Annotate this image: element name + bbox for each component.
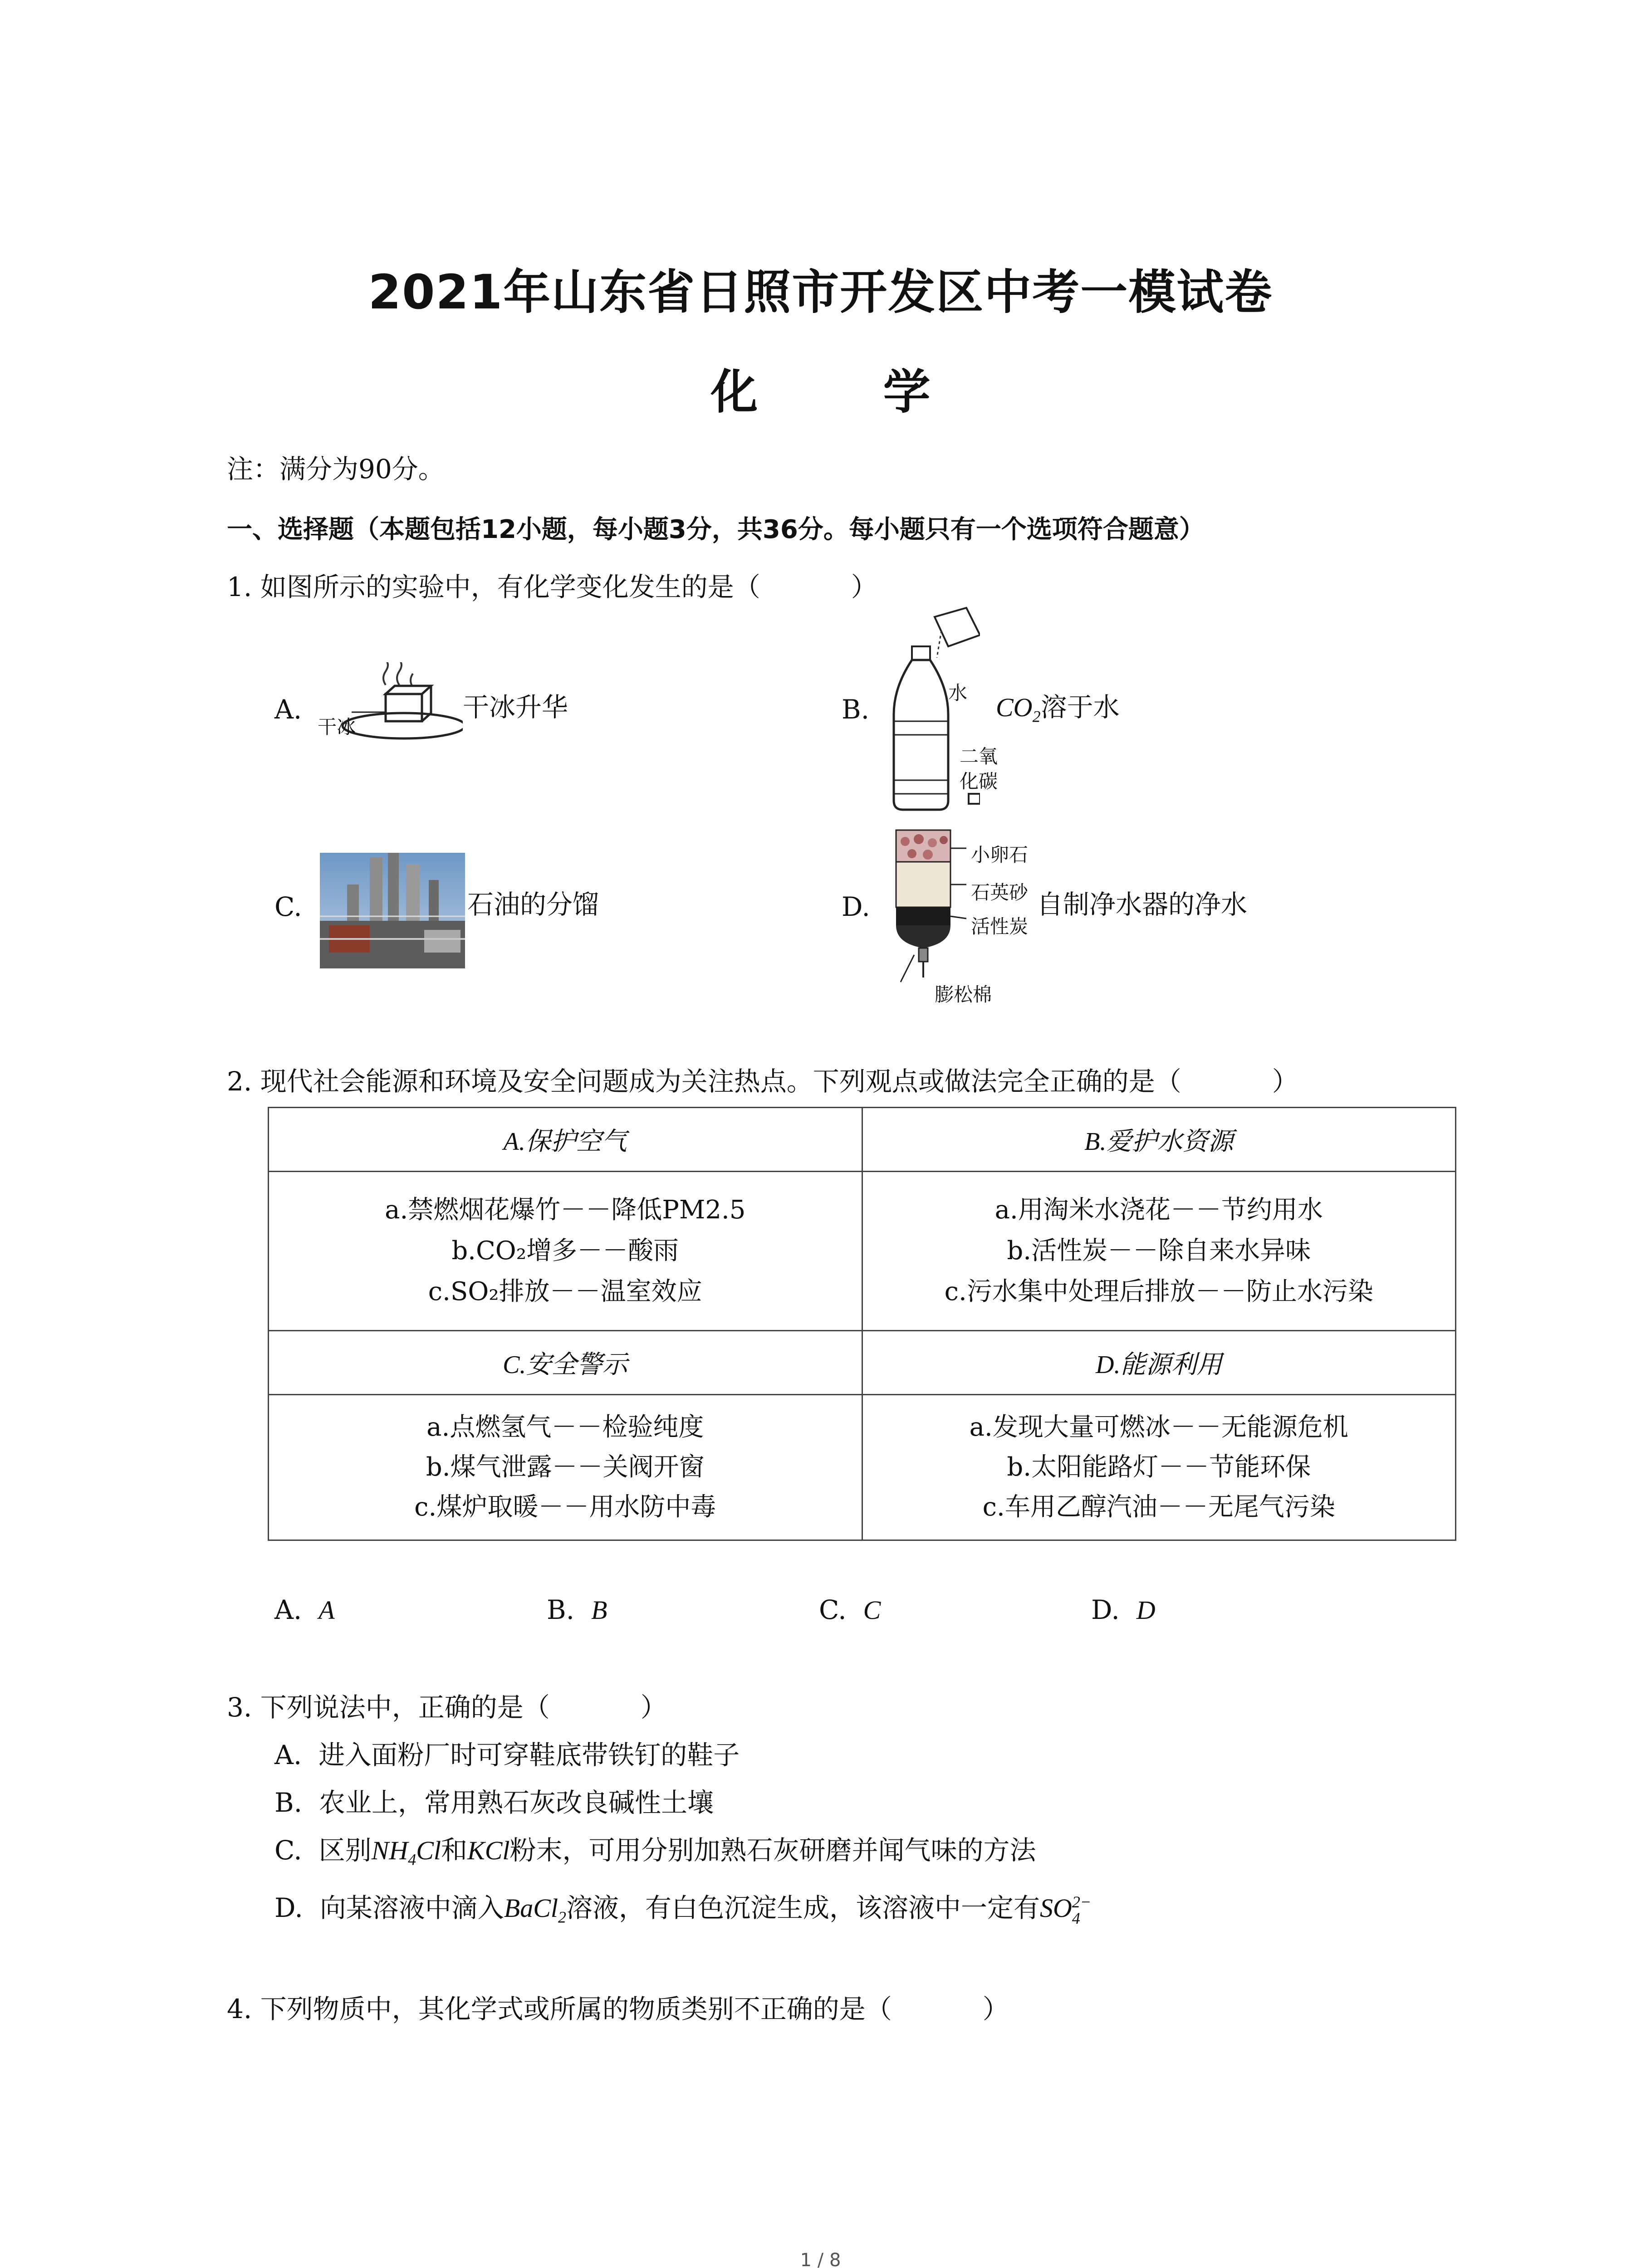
question-4-text: 4. 下列物质中，其化学式或所属的物质类别不正确的是（ — [227, 1994, 892, 2024]
quartz-sand-label: 石英砂 — [971, 881, 1029, 904]
section-heading: 一、选择题（本题包括12小题，每小题3分，共36分。每小题只有一个选项符合题意） — [227, 515, 1205, 544]
co2-subscript: 2 — [1032, 707, 1041, 726]
pebble-label: 小卵石 — [971, 844, 1029, 866]
q2-option-b-letter: B. — [547, 1594, 575, 1625]
q3-option-c — [274, 1837, 1036, 1868]
table-head-b-text: B.爱护水资源 — [1084, 1128, 1234, 1156]
table-head-c — [269, 1331, 862, 1395]
sulfate-charge: 2− — [1072, 1893, 1092, 1911]
table-cell-a — [269, 1172, 862, 1331]
q3-option-d — [274, 1894, 1091, 1926]
question-2-close: ） — [1272, 1066, 1298, 1097]
q2-option-c — [819, 1594, 881, 1625]
q3-option-c-pre: 区别 — [318, 1835, 372, 1866]
q3-option-a — [274, 1742, 740, 1768]
q1-option-c-letter: C. — [274, 891, 302, 922]
table-head-a-text: A.保护空气 — [503, 1128, 627, 1156]
q2-option-c-value: C — [863, 1595, 881, 1625]
kcl-formula: KCl — [467, 1836, 510, 1865]
table-head-c-text: C.安全警示 — [503, 1351, 628, 1379]
table-d-line: b.太阳能路灯－－节能环保 — [1007, 1452, 1311, 1482]
q2-option-d-letter: D. — [1091, 1594, 1120, 1625]
subject-title: 化 学 — [710, 364, 985, 420]
question-1-stem — [227, 574, 877, 600]
dry-ice-label: 干冰 — [318, 716, 356, 738]
cotton-label: 膨松棉 — [935, 983, 992, 1006]
question-3-text: 3. 下列说法中，正确的是（ — [227, 1692, 550, 1723]
oil-refinery-photo — [320, 853, 465, 968]
bacl2-subscript: 2 — [558, 1908, 566, 1926]
q2-option-c-letter: C. — [819, 1594, 847, 1625]
q2-option-b-value: B — [591, 1595, 607, 1625]
nh4cl-formula-part2: Cl — [416, 1836, 441, 1865]
co2-caption-rest: 溶于水 — [1040, 692, 1120, 723]
table-head-d-text: D.能源利用 — [1096, 1351, 1222, 1379]
q1-option-b-letter: B. — [842, 694, 870, 725]
table-c-line: b.煤气泄露－－关阀开窗 — [426, 1452, 705, 1482]
nh4cl-formula-part1: NH — [371, 1836, 408, 1865]
q1-option-d-letter: D. — [842, 891, 870, 922]
activated-carbon-label: 活性炭 — [971, 915, 1029, 938]
q1-option-d-caption: 自制净水器的净水 — [1037, 889, 1248, 920]
question-4-stem — [227, 1996, 1009, 2022]
table-head-a — [269, 1108, 862, 1172]
q2-option-a-letter: A. — [274, 1594, 302, 1625]
table-c-line: c.煤炉取暖－－用水防中毒 — [414, 1492, 716, 1522]
question-2-text: 2. 现代社会能源和环境及安全问题成为关注热点。下列观点或做法完全正确的是（ — [227, 1066, 1181, 1097]
q3-option-b-letter: B. — [274, 1787, 303, 1818]
dry-ice-figure — [318, 662, 463, 753]
table-b-line: c.污水集中处理后排放－－防止水污染 — [944, 1277, 1373, 1306]
q3-option-c-post: 粉末，可用分别加熟石灰研磨并闻气味的方法 — [509, 1835, 1036, 1866]
table-cell-b — [862, 1172, 1456, 1331]
q3-option-d-letter: D. — [274, 1892, 303, 1924]
nh4cl-subscript: 4 — [408, 1850, 416, 1869]
q2-option-d-value: D — [1136, 1595, 1156, 1625]
table-d-line: a.发现大量可燃冰－－无能源危机 — [969, 1413, 1348, 1442]
bacl2-formula: BaCl — [504, 1893, 558, 1923]
q3-option-b-text: 农业上，常用熟石灰改良碱性土壤 — [318, 1787, 714, 1818]
table-a-line: b.CO₂增多－－酸雨 — [451, 1236, 679, 1266]
comparison-table — [268, 1107, 1456, 1541]
table-b-line: b.活性炭－－除自来水异味 — [1007, 1236, 1311, 1266]
q3-option-a-text: 进入面粉厂时可穿鞋底带铁钉的鞋子 — [318, 1740, 740, 1770]
table-head-d — [862, 1331, 1456, 1395]
table-cell-c — [269, 1395, 862, 1540]
q1-option-c-caption: 石油的分馏 — [467, 889, 599, 920]
sulfate-ion: SO — [1040, 1893, 1072, 1923]
q2-option-b — [547, 1594, 607, 1625]
table-d-line: c.车用乙醇汽油－－无尾气污染 — [982, 1492, 1335, 1522]
q2-option-a-value: A — [318, 1595, 335, 1625]
table-b-line: a.用淘米水浇花－－节约用水 — [994, 1195, 1323, 1225]
table-head-b — [862, 1108, 1456, 1172]
q2-option-d — [1091, 1594, 1156, 1625]
water-label: 水 — [948, 682, 968, 704]
table-a-line: a.禁燃烟花爆竹－－降低PM2.5 — [385, 1195, 746, 1225]
q3-option-d-pre: 向某溶液中滴入 — [319, 1892, 504, 1924]
question-2-stem — [227, 1068, 1298, 1095]
page-title: 2021年山东省日照市开发区中考一模试卷 — [368, 264, 1273, 320]
co2-label-line2: 化碳 — [960, 770, 998, 792]
question-4-close: ） — [982, 1994, 1009, 2024]
co2-formula: CO — [996, 693, 1033, 722]
question-1-close: ） — [851, 572, 877, 602]
q1-option-a-caption: 干冰升华 — [463, 692, 568, 723]
water-purifier-figure — [887, 821, 978, 1002]
question-3-close: ） — [640, 1692, 667, 1723]
q3-option-d-post: 溶液，有白色沉淀生成，该溶液中一定有 — [566, 1892, 1040, 1924]
q3-option-c-mid: 和 — [441, 1835, 468, 1866]
q1-option-a-letter: A. — [274, 694, 302, 725]
table-a-line: c.SO₂排放－－温室效应 — [428, 1277, 702, 1306]
page-number: 1 / 8 — [800, 2250, 841, 2268]
score-note: 注：满分为90分。 — [227, 454, 445, 484]
q3-option-a-letter: A. — [274, 1740, 302, 1770]
q1-option-b-caption — [996, 694, 1120, 725]
sulfate-ion-scripts — [1072, 1894, 1091, 1926]
table-c-line: a.点燃氢气－－检验纯度 — [426, 1413, 704, 1442]
co2-label-line1: 二氧 — [960, 745, 998, 767]
q3-option-b — [274, 1789, 714, 1816]
question-3-stem — [227, 1694, 667, 1721]
sulfate-subscript: 4 — [1072, 1909, 1080, 1927]
q3-option-c-letter: C. — [274, 1835, 302, 1866]
table-cell-d — [862, 1395, 1456, 1540]
question-1-text: 1. 如图所示的实验中，有化学变化发生的是（ — [227, 572, 760, 602]
q2-option-a — [274, 1594, 335, 1625]
